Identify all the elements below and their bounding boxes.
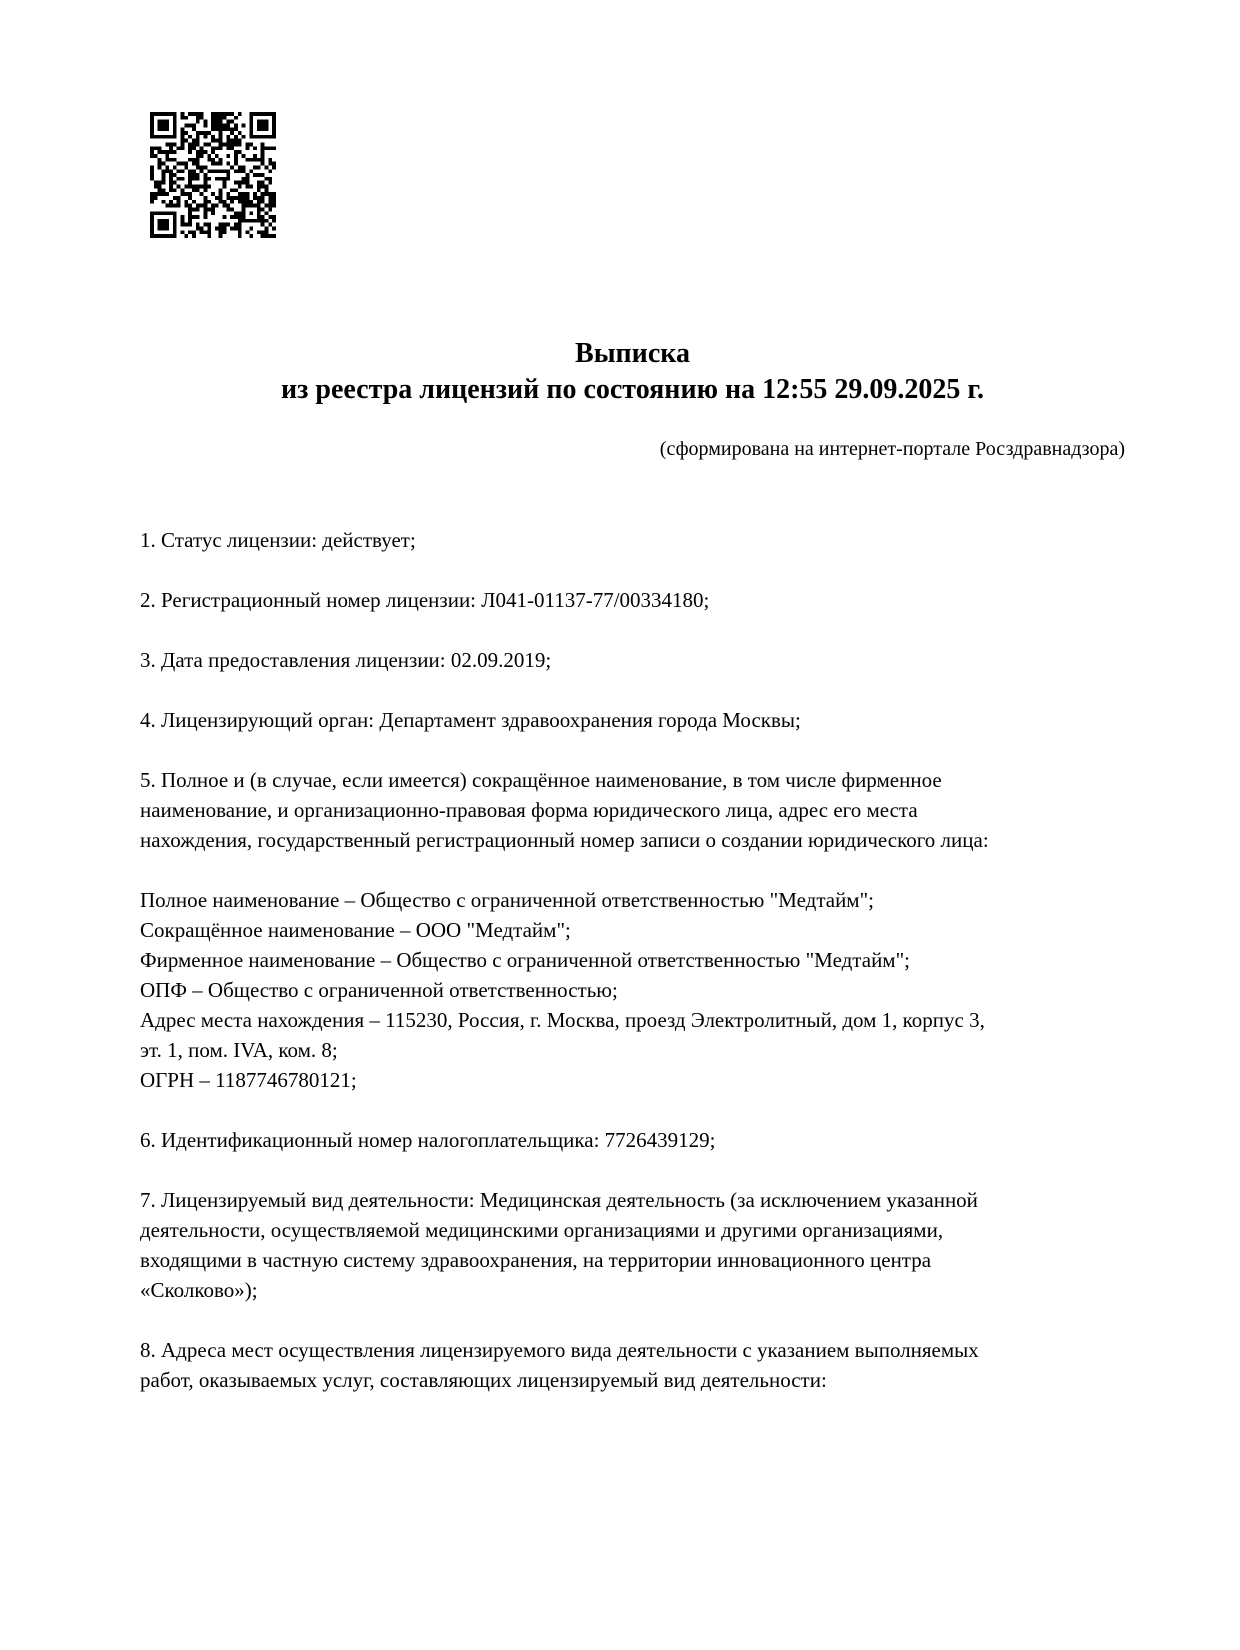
item-8-addresses-heading [140, 1335, 1125, 1395]
text-line: 3. Дата предоставления лицензии: 02.09.2019; [140, 648, 552, 672]
text-line: ОГРН – 1187746780121; [140, 1068, 357, 1092]
text-line: Полное наименование – Общество с ограниченной ответственностью "Медтайм"; [140, 888, 875, 912]
item-6-taxpayer-number [140, 1125, 1125, 1155]
document-title [140, 336, 1125, 408]
text-line: входящими в частную систему здравоохранения, на территории инновационного центра [140, 1248, 932, 1272]
text-line: эт. 1, пом. IVA, ком. 8; [140, 1038, 338, 1062]
document-body [140, 525, 1125, 1395]
text-line: наименование, и организационно-правовая форма юридического лица, адрес его места [140, 798, 918, 822]
text-line: Адрес места нахождения – 115230, Россия, г. Москва, проезд Электролитный, дом 1, корпус 3, [140, 1008, 985, 1032]
text-line: 7. Лицензируемый вид деятельности: Медицинская деятельность (за исключением указанной [140, 1188, 978, 1212]
item-3-grant-date [140, 645, 1125, 675]
item-2-registration-number [140, 585, 1125, 615]
text-line: ОПФ – Общество с ограниченной ответственностью; [140, 978, 618, 1002]
text-line: Сокращённое наименование – ООО "Медтайм"; [140, 918, 571, 942]
text-line: 1. Статус лицензии: действует; [140, 528, 416, 552]
text-line: 2. Регистрационный номер лицензии: Л041-01137-77/00334180; [140, 588, 710, 612]
document-title-line1: Выписка [575, 338, 690, 369]
item-7-licensed-activity [140, 1185, 1125, 1305]
text-line: 8. Адреса мест осуществления лицензируемого вида деятельности с указанием выполняемых [140, 1338, 979, 1362]
text-line: деятельности, осуществляемой медицинскими организациями и другими организациями, [140, 1218, 944, 1242]
item-4-licensing-authority [140, 705, 1125, 735]
text-line: работ, оказываемых услуг, составляющих лицензируемый вид деятельности: [140, 1368, 827, 1392]
document-title-line2: из реестра лицензий по состоянию на 12:55 29.09.2025 г. [281, 374, 984, 405]
text-line: 5. Полное и (в случае, если имеется) сокращённое наименование, в том числе фирменное [140, 768, 942, 792]
text-line: 4. Лицензирующий орган: Департамент здравоохранения города Москвы; [140, 708, 801, 732]
formation-note: (сформирована на интернет-портале Росздравнадзора) [659, 438, 1125, 460]
text-line: 6. Идентификационный номер налогоплательщика: 7726439129; [140, 1128, 716, 1152]
item-5-legal-entity-heading [140, 765, 1125, 855]
legal-entity-details [140, 885, 1125, 1095]
text-line: «Сколково»); [140, 1278, 258, 1302]
text-line: Фирменное наименование – Общество с ограниченной ответственностью "Медтайм"; [140, 948, 910, 972]
item-1-license-status [140, 525, 1125, 555]
text-line: нахождения, государственный регистрационный номер записи о создании юридического лица: [140, 828, 989, 852]
